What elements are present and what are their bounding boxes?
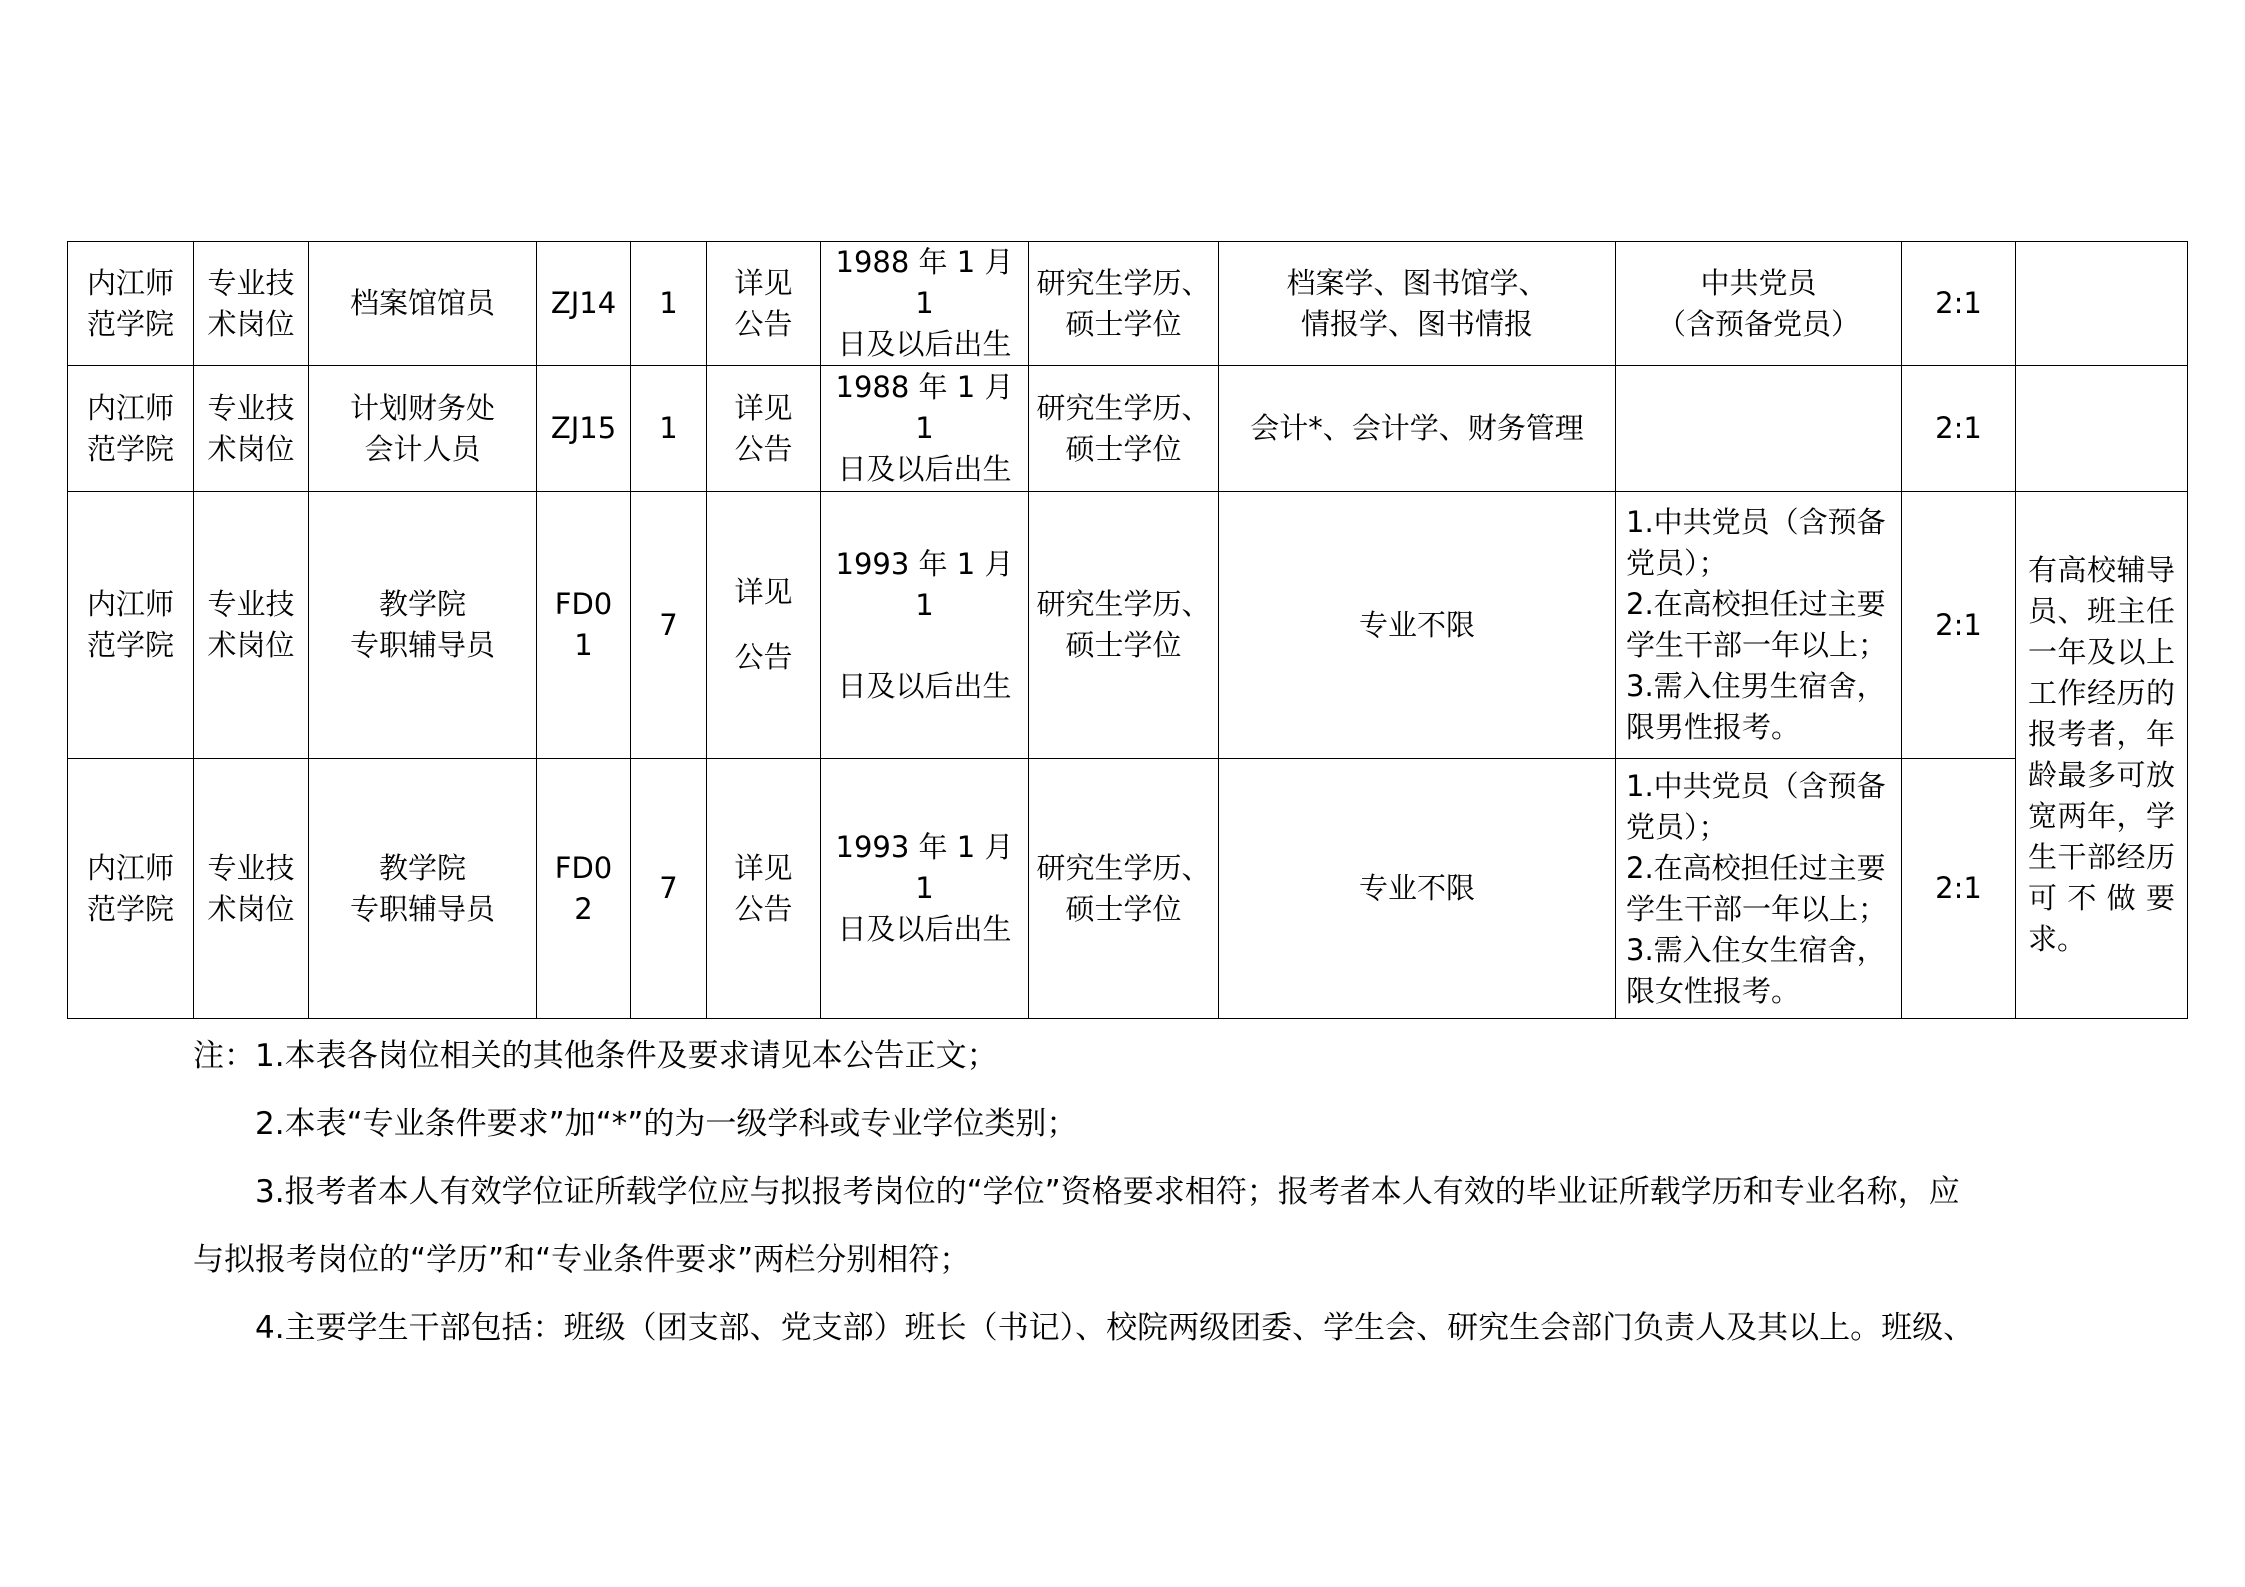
cell-count: 7 xyxy=(631,492,707,759)
cell-remark xyxy=(2016,242,2188,366)
cell-category: 专业技 术岗位 xyxy=(194,492,309,759)
cell-major: 会计*、会计学、财务管理 xyxy=(1219,366,1616,492)
cell-major: 档案学、图书馆学、 情报学、图书情报 xyxy=(1219,242,1616,366)
cell-position: 教学院 专职辅导员 xyxy=(309,759,537,1019)
cell-ratio: 2:1 xyxy=(1902,366,2016,492)
cell-unit: 内江师 范学院 xyxy=(68,759,194,1019)
cell-education: 研究生学历、 硕士学位 xyxy=(1029,242,1219,366)
cell-remark xyxy=(2016,366,2188,492)
cell-count: 7 xyxy=(631,759,707,1019)
cell-code: FD0 2 xyxy=(537,759,631,1019)
cell-ratio: 2:1 xyxy=(1902,242,2016,366)
table-row xyxy=(68,366,2188,492)
cell-age: 1993 年 1 月 1 日及以后出生 xyxy=(821,492,1029,759)
note-line: 与拟报考岗位的“学历”和“专业条件要求”两栏分别相符； xyxy=(193,1242,971,1278)
cell-other: 1.中共党员（含预备党员）； 2.在高校担任过主要学生干部一年以上； 3.需入住男生宿舍，限男性报考。 xyxy=(1616,492,1902,759)
cell-education: 研究生学历、 硕士学位 xyxy=(1029,759,1219,1019)
cell-major: 专业不限 xyxy=(1219,492,1616,759)
cell-position: 档案馆馆员 xyxy=(309,242,537,366)
cell-category: 专业技 术岗位 xyxy=(194,242,309,366)
cell-ratio: 2:1 xyxy=(1902,759,2016,1019)
cell-education: 研究生学历、 硕士学位 xyxy=(1029,492,1219,759)
cell-ratio: 2:1 xyxy=(1902,492,2016,759)
note-line: 4.主要学生干部包括：班级（团支部、党支部）班长（书记）、校院两级团委、学生会、研究生会部门负责人及其以上。班级、 xyxy=(255,1310,1975,1346)
cell-code: ZJ14 xyxy=(537,242,631,366)
cell-position: 教学院 专职辅导员 xyxy=(309,492,537,759)
cell-education: 研究生学历、 硕士学位 xyxy=(1029,366,1219,492)
cell-other: 1.中共党员（含预备党员）； 2.在高校担任过主要学生干部一年以上； 3.需入住女生宿舍，限女性报考。 xyxy=(1616,759,1902,1019)
note-line: 2.本表“专业条件要求”加“*”的为一级学科或专业学位类别； xyxy=(255,1106,1078,1142)
cell-category: 专业技 术岗位 xyxy=(194,759,309,1019)
cell-age: 1993 年 1 月 1 日及以后出生 xyxy=(821,759,1029,1019)
recruitment-table-wrapper xyxy=(67,241,2188,1019)
cell-conditions: 详见 公告 xyxy=(707,492,821,759)
cell-unit: 内江师 范学院 xyxy=(68,366,194,492)
cell-major: 专业不限 xyxy=(1219,759,1616,1019)
cell-conditions: 详见 公告 xyxy=(707,366,821,492)
cell-remark: 有高校辅导员、班主任一年及以上工作经历的报考者，年龄最多可放宽两年，学生干部经历可不做要求。 xyxy=(2016,492,2188,1019)
table-row xyxy=(68,759,2188,1019)
cell-code: FD0 1 xyxy=(537,492,631,759)
cell-other xyxy=(1616,366,1902,492)
cell-position: 计划财务处 会计人员 xyxy=(309,366,537,492)
table-row xyxy=(68,242,2188,366)
cell-age: 1988 年 1 月 1 日及以后出生 xyxy=(821,242,1029,366)
cell-conditions: 详见 公告 xyxy=(707,242,821,366)
cell-category: 专业技 术岗位 xyxy=(194,366,309,492)
cell-other: 中共党员 （含预备党员） xyxy=(1616,242,1902,366)
note-line: 3.报考者本人有效学位证所载学位应与拟报考岗位的“学位”资格要求相符；报考者本人有效的毕业证所载学历和专业名称，应 xyxy=(255,1174,1960,1210)
cell-count: 1 xyxy=(631,242,707,366)
cell-unit: 内江师 范学院 xyxy=(68,242,194,366)
cell-unit: 内江师 范学院 xyxy=(68,492,194,759)
cell-count: 1 xyxy=(631,366,707,492)
cell-age: 1988 年 1 月 1 日及以后出生 xyxy=(821,366,1029,492)
notes-section xyxy=(193,1022,2073,1362)
recruitment-table xyxy=(67,241,2188,1019)
table-row xyxy=(68,492,2188,759)
cell-conditions: 详见 公告 xyxy=(707,759,821,1019)
cell-code: ZJ15 xyxy=(537,366,631,492)
note-line: 注：1.本表各岗位相关的其他条件及要求请见本公告正文； xyxy=(193,1038,998,1074)
